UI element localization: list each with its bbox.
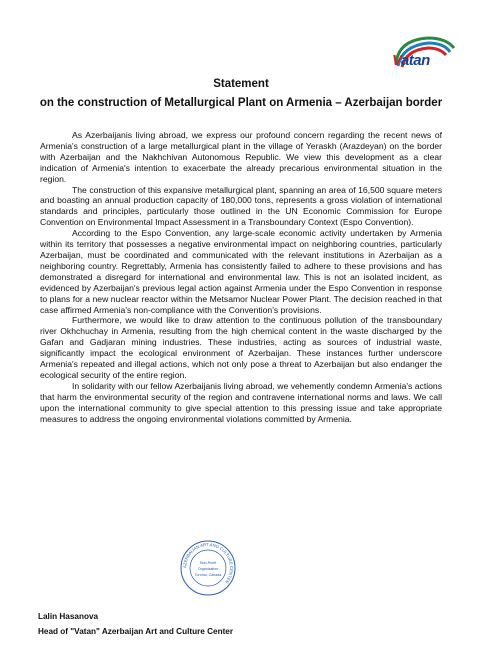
paragraph: According to the Espo Convention, any large-scale economic activity undertaken by Armenia within its territory that possesses a negative environmental impact on neighboring countries, particularly Azerbaijan, must be coordinated and communicated with the relevant institutions in Azerbaijan as a neighboring country. Regrettably, Armenia has consistently failed to adhere to these provisions and has demonstrated a disregard for international and environmental law. This is not an isolated incident, as evidenced by Azerbaijan's previous legal action against Armenia under the Espo Convention in response to plans for a new nuclear reactor within the Metsamor Nuclear Power Plant. The decision reached in that case affirmed Armenia's non-compliance with the Convention's provisions. <box>40 228 442 315</box>
stamp-line: Toronto, Canada <box>194 573 222 577</box>
document-title: Statement <box>213 78 269 90</box>
stamp-line: Non-Profit <box>199 561 217 565</box>
paragraph: The construction of this expansive metallurgical plant, spanning an area of 16,500 square meters and boasting an annual production capacity of 180,000 tons, represents a gross violation of international standards and principles, particularly those outlined in the UN Economic Commission for Europe Convention on Environmental Impact Assessment in a Transboundary Context (Espo Convention). <box>40 184 442 228</box>
organization-stamp <box>180 540 236 596</box>
signatory-name: Lalin Hasanova <box>38 612 99 621</box>
logo-wordmark: Vatan <box>392 52 430 69</box>
signatory-role: Head of "Vatan" Azerbaijan Art and Culture Center <box>38 627 234 636</box>
document-body <box>40 130 442 424</box>
stamp-ring-text: AZERBAIJAN ART AND CULTURE CENTER <box>181 541 235 585</box>
paragraph: As Azerbaijanis living abroad, we express our profound concern regarding the recent news of Armenia's construction of a large metallurgical plant in the village of Yeraskh (Arazdeyan) on the border with Azerbaijan and the Nakhchivan Autonomous Republic. We view this development as a clear indication of Armenia's intention to exacerbate the already precarious environmental situation in the region. <box>40 130 442 184</box>
paragraph: Furthermore, we would like to draw attention to the continuous pollution of the transboundary river Okhchuchay in Armenia, resulting from the high chemical content in the waste discharged by the Gafan and Gadjaran mining industries. These industries, acting as sources of industrial waste, significantly impact the ecological environment of Azerbaijan. These instances further underscore Armenia's repeated and illegal actions, which not only pose a threat to Azerbaijan but also endanger the ecological security of the entire region. <box>40 315 442 380</box>
stamp-line: Organization <box>197 567 219 571</box>
paragraph: In solidarity with our fellow Azerbaijanis living abroad, we vehemently condemn Armenia's actions that harm the environmental security of the region and contravene international norms and laws. We call upon the international community to give special attention to this pressing issue and take appropriate measures to address the ongoing environmental violations committed by Armenia. <box>40 380 442 424</box>
document-subtitle: on the construction of Metallurgical Plant on Armenia – Azerbaijan border <box>39 97 443 109</box>
